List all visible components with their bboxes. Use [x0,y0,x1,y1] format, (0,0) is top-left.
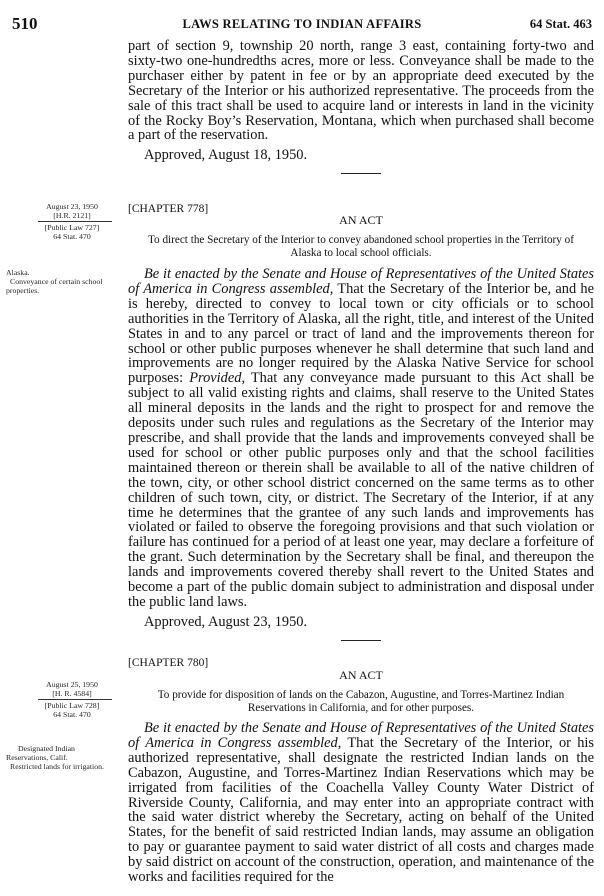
continuation-section [128,39,594,174]
margin-topic-780 [6,744,118,771]
approved-date-2: Approved, August 23, 1950. [144,613,308,630]
enacting-clause: Be it enacted by the Senate and House of Representatives of the United States of America in Congress assembled, [128,266,594,297]
chapter-heading: [CHAPTER 778] [128,203,209,215]
continuation-paragraph: part of section 9, township 20 north, range 3 east, containing forty-two and sixty-two one-hundredths acres, more or less. Conveyance shall be made to the purchaser either by patent in fee or by an appropriate deed executed by the Secretary of the Interior or his authorized representative. The proceeds from the sale of this tract shall be used to acquire land or interests in land in the vicinity of the Rocky Boy’s Reservation, Montana, which when purchased shall become a part of the reservation. [128,38,594,144]
margin-topic-778 [6,268,116,295]
approved-date-1: Approved, August 18, 1950. [144,147,308,164]
act-body: Be it enacted by the Senate and House of Representatives of the United States of America in Congress assembled, That the Secretary of the Interior, or his authorized representative, shall designate the restricted Indian lands on the Cabazon, Augustine, and Torres-Martinez Indian Reservations which may be irrigated from facilities of the Coachella Valley County Water District of Riverside County, California, and may enter into an appropriate contract with the said water district whereby the Secretary, acting on behalf of the United States, for the benefit of said restricted Indian lands, may assume an obligation to pay or guarantee payment to said water district of all costs and charges made by said district on account of the construction, operation, and maintenance of the works and facilities required for the [128,720,594,886]
act-purpose: To direct the Secretary of the Interior to convey abandoned school properties in the Territory of Alaska to local school officials. [148,234,574,259]
margin-stat: 64 Stat. 470 [53,710,91,719]
enacting-clause: Be it enacted by the Senate and House of Representatives of the United States of America in Congress assembled, [128,720,594,751]
act-purpose: To provide for disposition of lands on the Cabazon, Augustine, and Torres-Martinez Indian Reservations in California, and for other purposes. [157,689,565,714]
margin-date: August 23, 1950 [46,202,98,211]
chapter-778 [128,203,594,641]
margin-topic: Designated Indian Reservations, Calif. [6,744,75,762]
proviso: Provided, [189,370,246,387]
margin-bill: [H. R. 4584] [52,689,92,698]
margin-stat: 64 Stat. 470 [53,232,91,241]
margin-date: August 25, 1950 [46,680,98,689]
margin-notes-778 [0,202,124,241]
margin-subtopic: Restricted lands for irrigation. [10,762,104,771]
act-heading: AN ACT [339,213,383,227]
margin-notes-780 [0,680,124,719]
margin-rule [38,221,112,222]
margin-rule [38,699,112,700]
margin-topic: Alaska. [6,268,30,277]
margin-public-law: [Public Law 727] [44,223,100,232]
page-number: 510 [12,14,38,33]
chapter-heading: [CHAPTER 780] [128,657,209,669]
margin-bill: [H.R. 2121] [53,211,91,220]
margin-subtopic: Conveyance of certain school properties. [6,277,103,295]
section-divider [341,173,381,174]
running-title: LAWS RELATING TO INDIAN AFFAIRS [182,17,422,31]
page-header [12,14,592,32]
statute-reference: 64 Stat. 463 [529,17,592,31]
margin-public-law: [Public Law 728] [44,701,100,710]
section-divider [341,640,381,641]
act-body: Be it enacted by the Senate and House of Representatives of the United States of America in Congress assembled, That the Secretary of the Interior be, and he is hereby, directed to convey to local town or city officials or to school authorities in the Territory of Alaska, all the right, title, and interest of the United States in and to any parcel or tract of land and the improvements thereon for school or other public purposes whenever he shall determine that such land and improvements are no longer required by the Alaska Native Service for school purposes: Provided, That any conveyance made pursuant to this Act shall be subject to all valid existing rights and claims, shall reserve to the United States all mineral deposits in the lands and the right to prospect for and remove the deposits under such rules and regulations as the Secretary of the Interior may prescribe, and shall provide that the lands and improvements conveyed shall be used for school or other public purposes only and that the school facilities maintained thereon or therein shall be available to all of the native children of the town, city, or other school district concerned on the same terms as to other children of such town, city, or district. The Secretary of the Interior, if at any time he determines that the grantee of any such lands and improvements has violated or failed to observe the foregoing provisions and that such violation or failure has continued for a period of at least one year, may declare a forfeiture of the grant. Such determination by the Secretary shall be final, and thereupon the lands and improvements covered thereby shall revert to the United States and become a part of the public domain subject to administration and disposal under the public land laws. [128,266,594,610]
chapter-780 [128,657,594,885]
act-heading: AN ACT [339,668,383,682]
